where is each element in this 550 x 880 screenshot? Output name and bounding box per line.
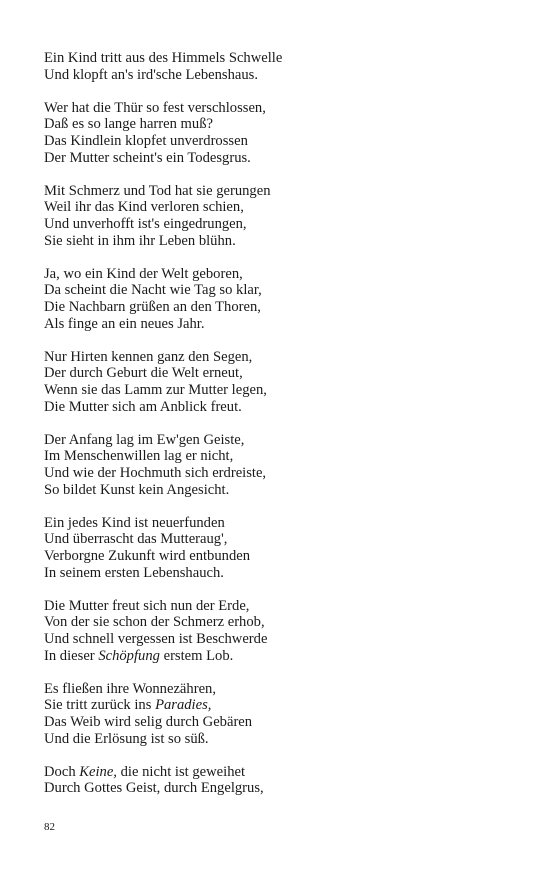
stanza <box>44 681 514 748</box>
verse-line <box>44 764 514 781</box>
page-number: 82 <box>44 821 55 833</box>
verse-text: Das Kindlein klopfet unverdrossen <box>44 133 248 149</box>
verse-line <box>44 731 514 748</box>
verse-line <box>44 365 514 382</box>
verse-line <box>44 50 514 67</box>
verse-text: Der Anfang lag im Ew'gen Geiste, <box>44 431 245 448</box>
verse-text: In seinem ersten Lebenshauch. <box>44 564 224 581</box>
stanza <box>44 50 514 84</box>
verse-text: Die Mutter freut sich nun der Erde, <box>44 597 250 614</box>
verse-line <box>44 100 514 117</box>
verse-line <box>44 614 514 631</box>
verse-text: Wenn sie das Lamm zur Mutter legen, <box>44 382 267 398</box>
verse-text: In dieser <box>44 647 99 664</box>
verse-line <box>44 432 514 449</box>
verse-text: Ein Kind tritt aus des Himmels Schwelle <box>44 50 283 66</box>
verse-emphasis: Schöpfung <box>98 647 160 664</box>
stanza <box>44 349 514 416</box>
verse-line <box>44 697 514 714</box>
verse-text: So bildet Kunst kein Angesicht. <box>44 481 230 498</box>
verse-text: Mit Schmerz und Tod hat sie gerungen <box>44 182 271 199</box>
stanza <box>44 100 514 167</box>
verse-line <box>44 465 514 482</box>
verse-text: Und unverhofft ist's eingedrungen, <box>44 216 247 232</box>
verse-line <box>44 448 514 465</box>
verse-line <box>44 233 514 250</box>
verse-text: Im Menschenwillen lag er nicht, <box>44 448 234 465</box>
verse-text: Wer hat die Thür so fest verschlossen, <box>44 99 266 116</box>
verse-text: Es fließen ihre Wonnezähren, <box>44 680 216 697</box>
verse-line <box>44 531 514 548</box>
verse-line <box>44 482 514 499</box>
verse-text: Von der sie schon der Schmerz erhob, <box>44 614 265 631</box>
stanza <box>44 598 514 665</box>
stanza <box>44 432 514 499</box>
verse-line <box>44 349 514 366</box>
verse-text: Die Mutter sich am Anblick freut. <box>44 398 242 415</box>
verse-line <box>44 515 514 532</box>
verse-emphasis: Paradies, <box>155 697 212 714</box>
verse-text: Und klopft an's ird'sche Lebenshaus. <box>44 66 258 83</box>
verse-line <box>44 382 514 399</box>
verse-text: Der durch Geburt die Welt erneut, <box>44 365 243 382</box>
verse-line <box>44 399 514 416</box>
verse-emphasis: Keine, <box>79 763 117 780</box>
verse-line <box>44 681 514 698</box>
verse-line <box>44 183 514 200</box>
verse-text: Nur Hirten kennen ganz den Segen, <box>44 348 253 365</box>
verse-line <box>44 116 514 133</box>
verse-line <box>44 299 514 316</box>
verse-text: Das Weib wird selig durch Gebären <box>44 714 253 730</box>
verse-line <box>44 714 514 731</box>
verse-line <box>44 150 514 167</box>
verse-text: Doch <box>44 763 80 780</box>
verse-line <box>44 548 514 565</box>
verse-line <box>44 598 514 615</box>
verse-text: die nicht ist geweihet <box>116 763 246 780</box>
poem-body <box>44 50 514 813</box>
verse-line <box>44 631 514 648</box>
verse-text: Weil ihr das Kind verloren schien, <box>44 199 244 216</box>
stanza <box>44 266 514 333</box>
verse-line <box>44 282 514 299</box>
verse-line <box>44 133 514 150</box>
verse-text: Als finge an ein neues Jahr. <box>44 315 205 332</box>
verse-text: Und wie der Hochmuth sich erdreiste, <box>44 465 267 481</box>
stanza <box>44 183 514 250</box>
verse-text: Und schnell vergessen ist Beschwerde <box>44 631 268 647</box>
verse-text: Der Mutter scheint's ein Todesgrus. <box>44 149 251 166</box>
verse-text: Und die Erlösung ist so süß. <box>44 730 209 747</box>
verse-text: Sie sieht in ihm ihr Leben blühn. <box>44 232 236 249</box>
verse-line <box>44 216 514 233</box>
verse-text: erstem Lob. <box>159 647 234 664</box>
verse-text: Da scheint die Nacht wie Tag so klar, <box>44 282 262 299</box>
verse-text: Verborgne Zukunft wird entbunden <box>44 548 251 564</box>
verse-line <box>44 780 514 797</box>
verse-text: Und überrascht das Mutteraug', <box>44 531 228 548</box>
verse-line <box>44 316 514 333</box>
verse-text: Die Nachbarn grüßen an den Thoren, <box>44 299 261 315</box>
verse-text: Ja, wo ein Kind der Welt geboren, <box>44 265 243 282</box>
verse-text: Sie tritt zurück ins <box>44 697 156 714</box>
verse-line <box>44 199 514 216</box>
stanza <box>44 515 514 582</box>
verse-text: Ein jedes Kind ist neuerfunden <box>44 514 225 531</box>
verse-text: Daß es so lange harren muß? <box>44 116 213 133</box>
verse-text: Durch Gottes Geist, durch Engelgrus, <box>44 780 264 797</box>
stanza <box>44 764 514 798</box>
verse-line <box>44 266 514 283</box>
verse-line <box>44 565 514 582</box>
verse-line <box>44 67 514 84</box>
verse-line <box>44 648 514 665</box>
